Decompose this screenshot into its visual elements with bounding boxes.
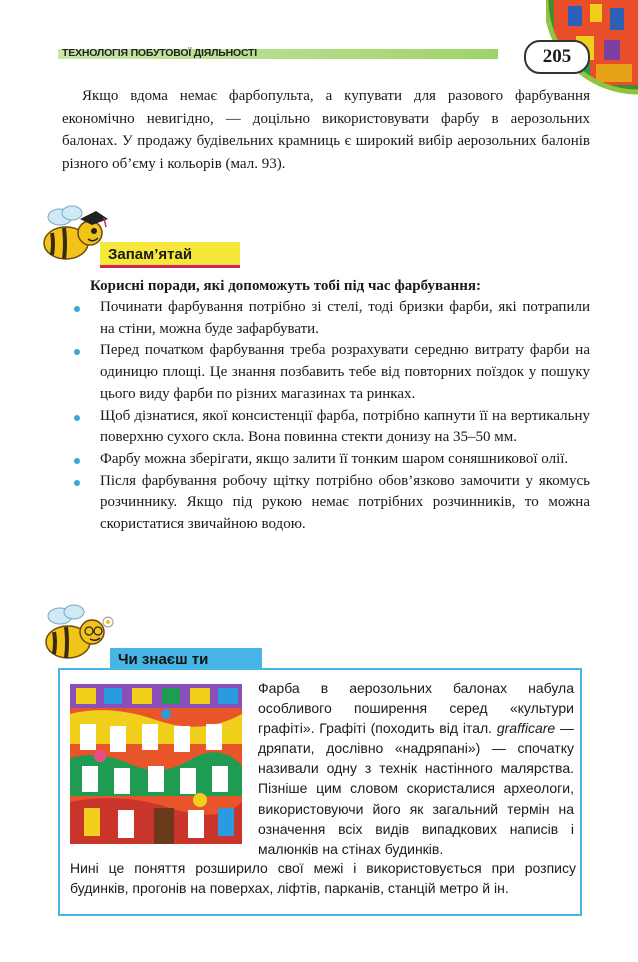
intro-paragraph: Якщо вдома немає фарбопульта, а купувати для разового фарбування економічно невигідно, — доцільно використовувати фарбу в аерозольних балонах. У продажу будівельних крамниць є широкий вибір аерозольних балонів різного об’єму і кольорів (мал. 93). bbox=[62, 88, 590, 172]
did-you-know-text-part1: Фарба в аерозольних балонах набула особливого поширення серед «культури графіті». Графіті (походить від італ. bbox=[258, 680, 574, 737]
tip-text: Після фарбування робочу щітку потрібно обов’язково замочити у якомусь розчиннику. Якщо під рукою немає потрібних розчинників, то можна скористатися звичайною водою. bbox=[100, 472, 590, 533]
tip-text: Перед початком фарбування треба розрахувати середню витрату фарби на одиницю площі. Це знання позбавить тебе від повторних поїздок у пошуку цього виду фарби по різних магазинах та ринках. bbox=[100, 342, 590, 402]
bee-mascot-icon bbox=[40, 604, 116, 666]
list-item bbox=[68, 471, 590, 536]
bullet-icon bbox=[74, 415, 80, 421]
tips-title: Корисні поради, які допоможуть тобі під час фарбування: bbox=[90, 278, 481, 294]
page-number: 205 bbox=[524, 40, 590, 74]
list-item bbox=[68, 340, 590, 405]
running-header bbox=[58, 44, 518, 62]
tips-list bbox=[68, 297, 590, 536]
bullet-icon bbox=[74, 349, 80, 355]
bullet-icon bbox=[74, 480, 80, 486]
did-you-know-label: Чи знаєш ти bbox=[110, 648, 262, 672]
list-item bbox=[68, 449, 590, 471]
tip-text: Починати фарбування потрібно зі стелі, тоді бризки фарби, які потрапили на стіни, можна буде зафарбувати. bbox=[100, 299, 590, 337]
tip-text: Щоб дізнатися, якої консистенції фарба, потрібно капнути її на вертикальну поверхню сухого скла. Вона повинна стекти донизу на 35–50 мм. bbox=[100, 407, 590, 446]
section-title: ТЕХНОЛОГІЯ ПОБУТОВОЇ ДІЯЛЬНОСТІ bbox=[62, 47, 257, 59]
bullet-icon bbox=[74, 458, 80, 464]
tip-text: Фарбу можна зберігати, якщо залити її тонким шаром соняшникової олії. bbox=[100, 450, 569, 467]
did-you-know-text-continued: Нині це поняття розширило свої межі і використовується при розпису будинків, прогонів на поверхах, ліфтів, парканів, станцій метро й ін. bbox=[70, 860, 576, 897]
italic-word: grafficare bbox=[496, 720, 556, 737]
did-you-know-text bbox=[258, 678, 574, 859]
list-item bbox=[68, 406, 590, 449]
list-item bbox=[68, 297, 590, 340]
graffiti-building-image bbox=[70, 684, 242, 844]
remember-label: Запам’ятай bbox=[100, 242, 240, 268]
did-you-know-text-part2: — дряпати, дослівно «надряпані») — спочатку називали одну з технік настінного малярства. Пізніше цим словом скористалися археологи, використовуючи його як загальний термін на означення всіх видів випадкових написів і малюнків на стінах будинків. bbox=[258, 720, 575, 857]
bullet-icon bbox=[74, 306, 80, 312]
